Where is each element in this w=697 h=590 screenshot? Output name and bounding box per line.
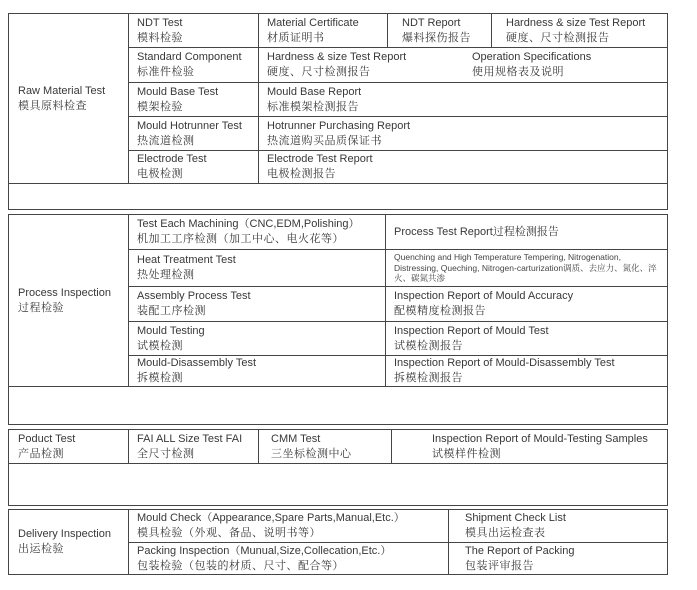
cell-ndt-test <box>129 14 259 47</box>
cell-text-zh: 试模样件检测 <box>432 447 501 460</box>
cell-text-en: Mould Check（Appearance,Spare Parts,Manual,Etc.） <box>137 512 405 524</box>
cell-text-en: Inspection Report of Mould-Testing Samples <box>432 432 648 445</box>
cell-text-zh: 装配工序检测 <box>137 305 206 317</box>
cell-ndt-report <box>387 14 491 47</box>
section-label-en: Process Inspection <box>18 286 111 299</box>
cell-assembly-process-test <box>129 287 386 321</box>
cell-text-zh: 配模精度检测报告 <box>394 305 486 317</box>
cell-cmm-test <box>259 430 391 463</box>
cell-mould-hotrunner-test <box>129 117 259 150</box>
cell-text-zh: 拆模检测 <box>137 372 183 384</box>
section-label-delivery-inspection <box>9 510 129 574</box>
cell-mould-test-report <box>386 322 667 355</box>
cell-text-zh: 模架检验 <box>137 100 183 113</box>
cell-operation-specifications <box>464 48 667 82</box>
cell-material-certificate <box>259 14 387 47</box>
cell-text-zh: 电极检测报告 <box>267 168 336 180</box>
cell-text-zh: 热处理检测 <box>137 269 195 281</box>
cell-text-en: Inspection Report of Mould Accuracy <box>394 290 574 302</box>
cell-text-zh: 标准模架检测报告 <box>267 100 359 113</box>
section-label-process-inspection <box>9 215 129 386</box>
product-test-table <box>8 429 668 506</box>
spacer-row <box>9 386 667 424</box>
table-row <box>129 116 667 150</box>
cell-text-en: Material Certificate <box>267 16 359 29</box>
cell-hardness-size-report <box>259 48 464 82</box>
cell-text-zh: 电极检测 <box>137 168 183 180</box>
cell-mould-testing <box>129 322 386 355</box>
cell-text-en: Hardness & size Test Report <box>506 16 646 29</box>
cell-electrode-test <box>129 151 259 183</box>
cell-text-en: Hotrunner Purchasing Report <box>267 119 411 132</box>
cell-text-en: Hardness & size Test Report <box>267 51 407 63</box>
section-label-product-test <box>9 430 129 463</box>
cell-text-en: The Report of Packing <box>465 544 575 557</box>
cell-text-en: Process Test Report过程检测报告 <box>394 225 559 238</box>
cell-text-en: NDT Report <box>402 16 461 29</box>
cell-text-zh: 标准件检验 <box>137 66 195 78</box>
cell-text-zh: 全尺寸检测 <box>137 447 195 460</box>
cell-text-en: FAI ALL Size Test FAI <box>137 432 243 445</box>
cell-text-zh: 模具出运检查表 <box>465 527 546 539</box>
table-row <box>129 430 667 463</box>
cell-text-zh: 机加工工序检测（加工中心、电火花等） <box>137 233 344 245</box>
table-row <box>129 510 667 542</box>
cell-text-en: Electrode Test Report <box>267 153 373 165</box>
cell-text-zh: 热流道检测 <box>137 134 195 147</box>
table-row <box>129 249 667 286</box>
section-label-en: Delivery Inspection <box>18 528 111 540</box>
cell-text-en: NDT Test <box>137 16 183 29</box>
cell-text-en: Electrode Test <box>137 153 207 165</box>
spacer-row <box>9 183 667 209</box>
cell-text-zh: 拆模检测报告 <box>394 372 463 384</box>
cell-text-en: Standard Component <box>137 51 242 63</box>
table-row <box>129 215 667 249</box>
cell-text-zh: 硬度、尺寸检测报告 <box>506 31 610 44</box>
cell-text-en: Packing Inspection（Munual,Size,Collecation,Etc.） <box>137 544 392 557</box>
cell-hotrunner-purchasing-report <box>259 117 667 150</box>
cell-heat-treatment-test <box>129 250 386 286</box>
table-row <box>129 150 667 183</box>
cell-text-en: Mould Base Test <box>137 85 219 98</box>
cell-text-zh: 热流道购买品质保证书 <box>267 134 382 147</box>
cell-text-en: Operation Specifications <box>472 51 592 63</box>
cell-text-zh: 包装评审报告 <box>465 559 534 572</box>
cell-text-en: Mould Hotrunner Test <box>137 119 242 132</box>
section-label-zh: 产品检测 <box>18 447 64 460</box>
cell-text-small: Quenching and High Temperature Tempering, Nitrogenation, Distressing, Queching, Nitrogen-carturization调质、去应力、氮化、淬火、碳氮共渗 <box>394 252 657 284</box>
cell-mould-base-report <box>259 83 667 116</box>
cell-hardness-size-report <box>491 14 667 47</box>
cell-packing-inspection <box>129 543 448 574</box>
cell-electrode-test-report <box>259 151 667 183</box>
cell-text-en: Inspection Report of Mould-Disassembly Test <box>394 357 615 369</box>
cell-fai-all-size-test <box>129 430 259 463</box>
cell-text-zh: 试模检测报告 <box>394 339 463 352</box>
cell-text-en: Inspection Report of Mould Test <box>394 324 549 337</box>
table-row <box>129 82 667 116</box>
cell-text-zh: 材质证明书 <box>267 31 325 44</box>
cell-test-each-machining <box>129 215 386 249</box>
cell-text-zh: 模料检验 <box>137 31 183 44</box>
cell-standard-component <box>129 48 259 82</box>
section-label-en: Poduct Test <box>18 432 76 445</box>
cell-mould-check <box>129 510 448 542</box>
cell-text-zh: 三坐标检测中心 <box>271 447 352 460</box>
cell-text-en: Assembly Process Test <box>137 290 251 302</box>
cell-text-zh: 模具检验（外观、备品、说明书等） <box>137 527 321 539</box>
cell-mould-base-test <box>129 83 259 116</box>
cell-text-zh: 爆料探伤报告 <box>402 31 471 44</box>
section-label-zh: 出运检验 <box>18 543 64 555</box>
cell-heat-treatment-detail <box>386 250 667 286</box>
cell-text-zh: 使用规格表及说明 <box>472 66 564 78</box>
section-label-zh: 模具原料检查 <box>18 99 87 112</box>
cell-shipment-check-list <box>448 510 667 542</box>
cell-text-zh: 硬度、尺寸检测报告 <box>267 66 371 78</box>
cell-text-en: Heat Treatment Test <box>137 254 236 266</box>
cell-mould-testing-samples-report <box>391 430 667 463</box>
cell-mould-disassembly-report <box>386 356 667 386</box>
raw-material-test-table <box>8 13 668 210</box>
cell-text-zh: 试模检测 <box>137 339 183 352</box>
section-label-en: Raw Material Test <box>18 84 106 97</box>
table-row <box>129 14 667 47</box>
cell-report-of-packing <box>448 543 667 574</box>
cell-text-en: Test Each Machining（CNC,EDM,Polishing） <box>137 218 360 230</box>
section-label-zh: 过程检验 <box>18 301 64 314</box>
table-row <box>129 542 667 574</box>
table-row <box>129 355 667 386</box>
cell-text-en: Mould-Disassembly Test <box>137 357 257 369</box>
cell-mould-accuracy-report <box>386 287 667 321</box>
cell-text-en: Mould Base Report <box>267 85 362 98</box>
cell-text-en: CMM Test <box>271 432 321 445</box>
cell-text-zh: 包装检验（包装的材质、尺寸、配合等） <box>137 559 344 572</box>
process-inspection-table <box>8 214 668 425</box>
cell-text-en: Mould Testing <box>137 324 205 337</box>
table-row <box>129 321 667 355</box>
section-label-raw-material <box>9 14 129 183</box>
spacer-row <box>9 463 667 505</box>
cell-mould-disassembly-test <box>129 356 386 386</box>
table-row <box>129 47 667 82</box>
cell-text-en: Shipment Check List <box>465 512 566 524</box>
cell-process-test-report <box>386 215 667 249</box>
table-row <box>129 286 667 321</box>
delivery-inspection-table <box>8 509 668 575</box>
